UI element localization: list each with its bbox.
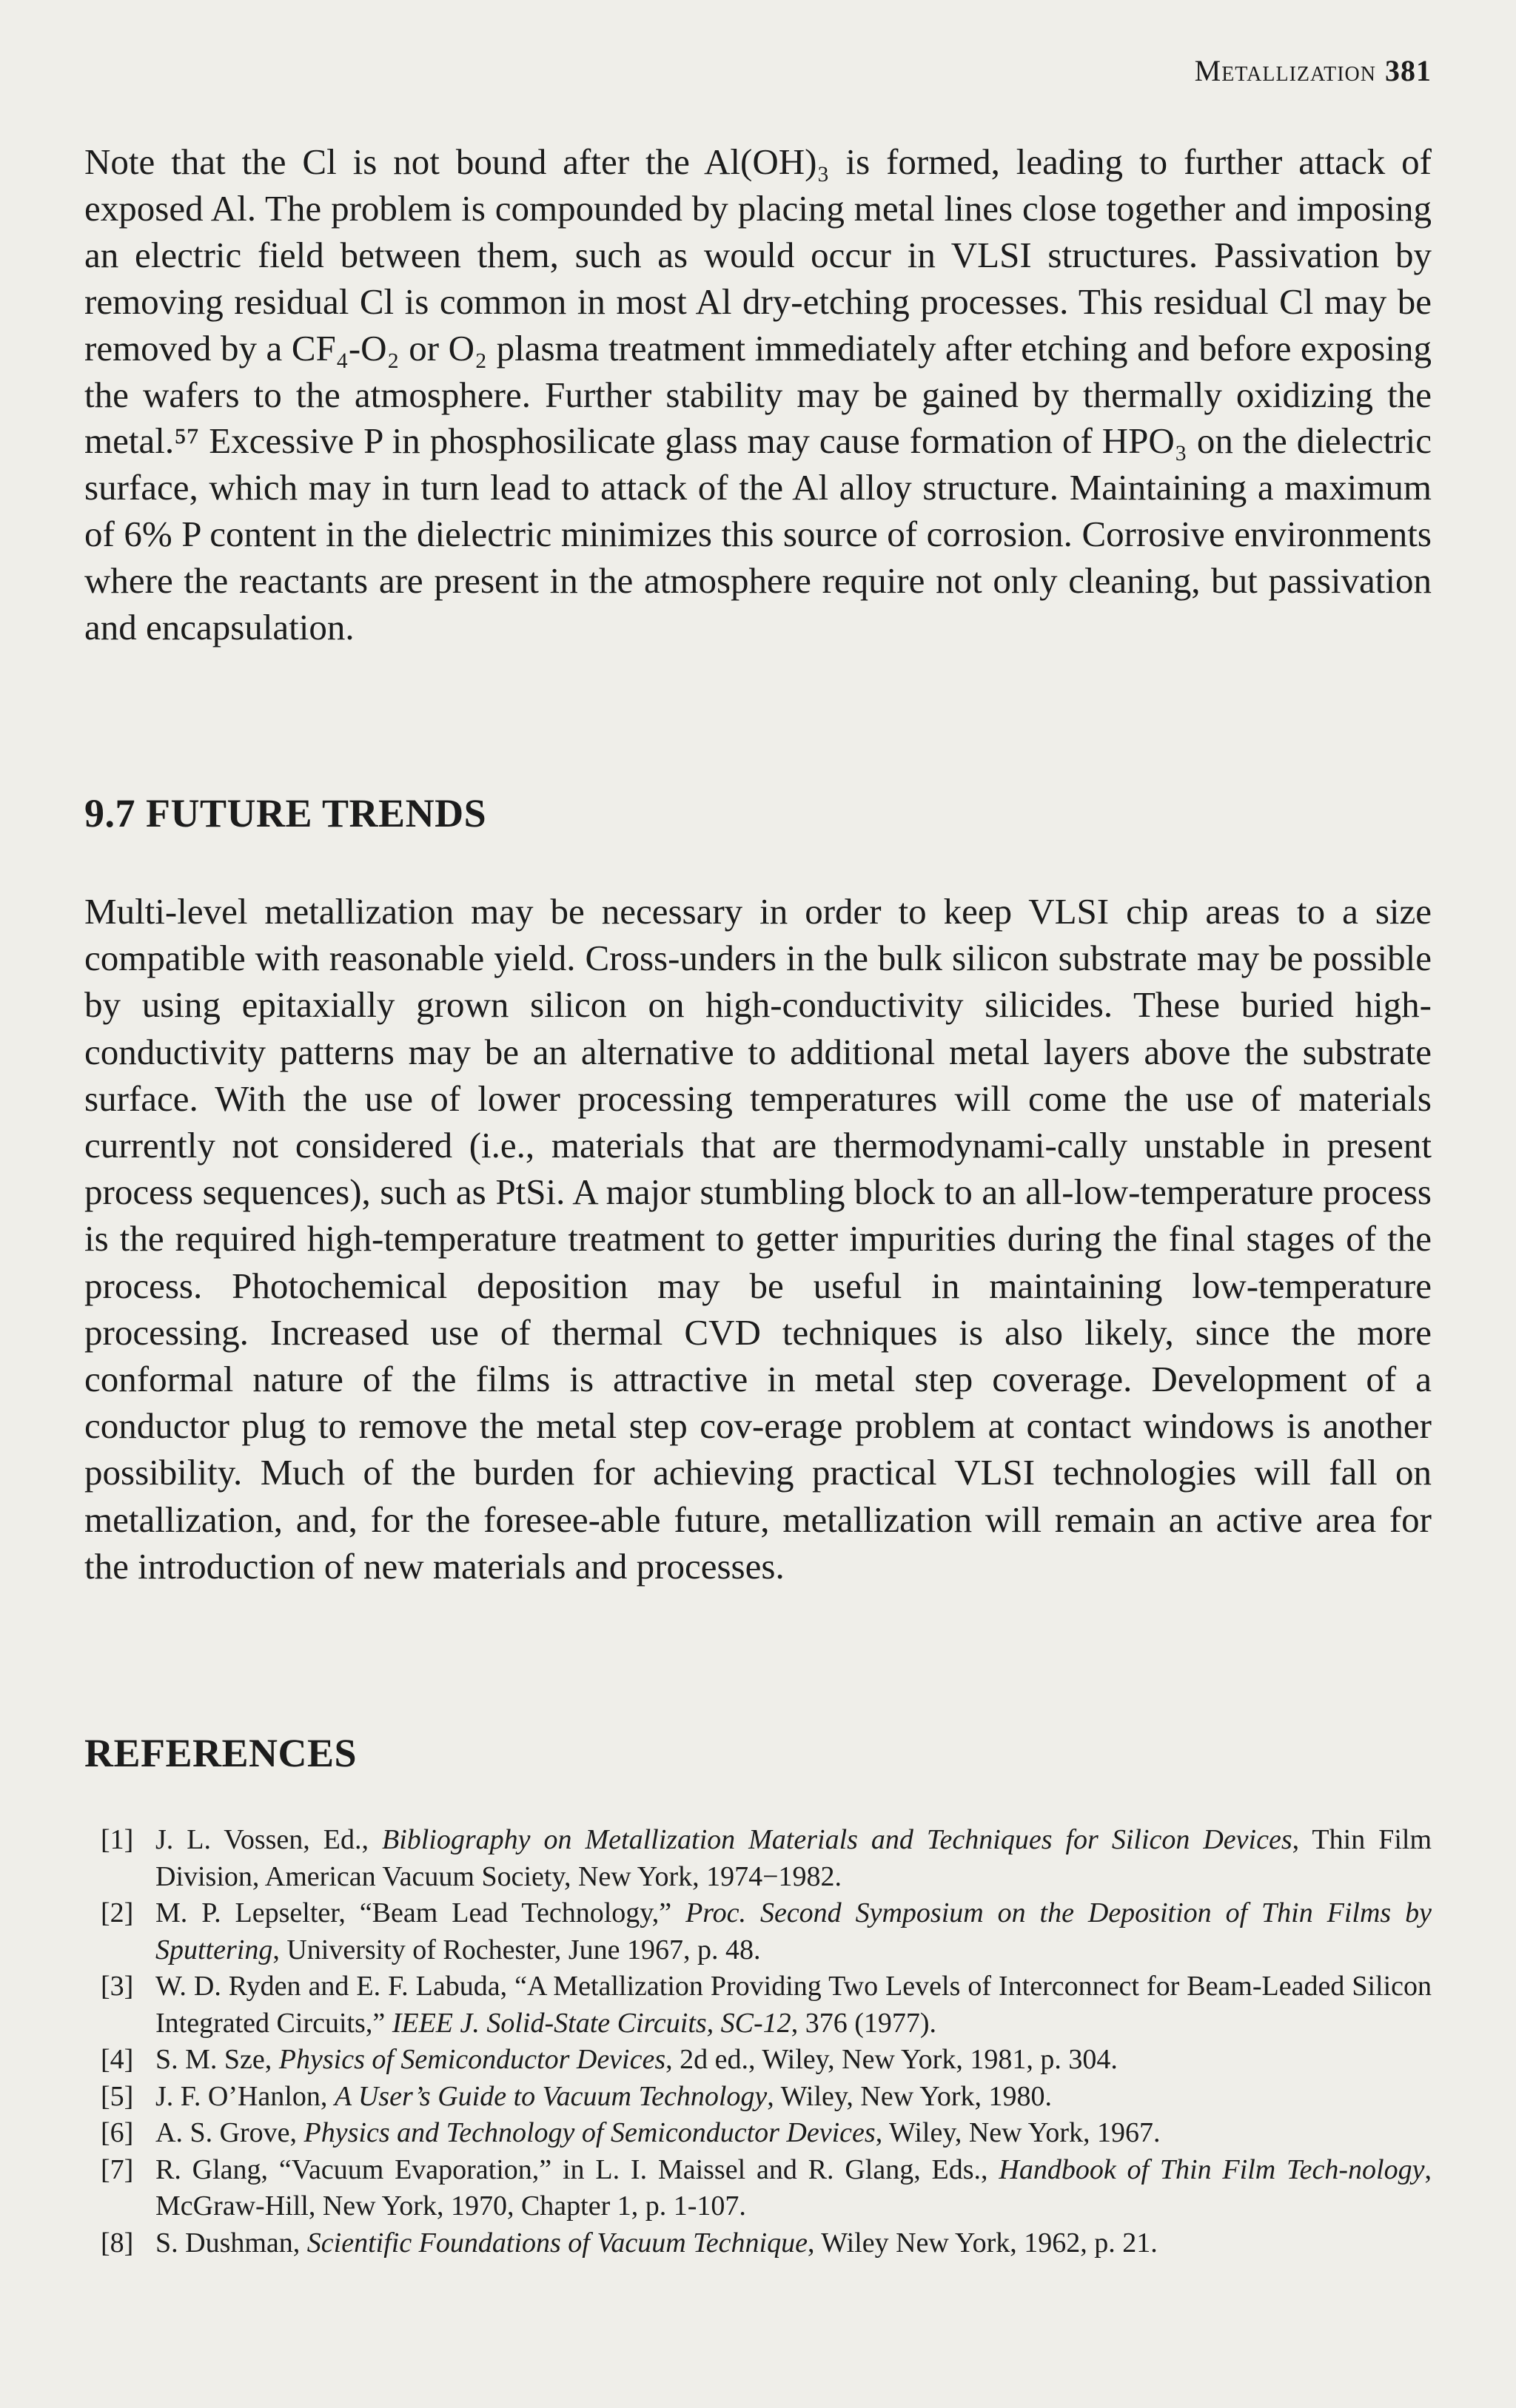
reference-title: Proc. Second Symposium on the Deposition of Thin Films by Sputtering (155, 1897, 1432, 1965)
references-heading: REFERENCES (84, 1731, 358, 1775)
reference-item (101, 1968, 1432, 2042)
body-paragraph: Note that the Cl is not bound after the Al(OH)₃ is formed, leading to further attack of exposed Al. The problem is compounded by placing metal lines close together and imposing an electric field between them, such as would occur in VLSI structures. Passivation by removing residual Cl is common in most Al dry-etching processes. This residual Cl may be removed by a CF₄-O₂ or O₂ plasma treatment immediately after etching and before exposing the wafers to the atmosphere. Further stability may be gained by thermally oxidizing the metal.⁵⁷ Excessive P in phosphosilicate glass may cause formation of HPO₃ on the dielectric surface, which may in turn lead to attack of the Al alloy structure. Maintaining a maximum of 6% P content in the dielectric minimizes this source of corrosion. Corrosive environments where the reactants are present in the atmosphere require not only cleaning, but passivation and encapsulation. (84, 141, 1432, 648)
reference-title: Physics and Technology of Semiconductor Devices (303, 2117, 876, 2148)
body-paragraph: Multi-level metallization may be necessary in order to keep VLSI chip areas to a size compatible with reasonable yield. Cross-unders in the bulk silicon substrate may be possible by using epitaxially grown silicon on high-conductivity silicides. These buried high-conductivity patterns may be an alternative to additional metal layers above the substrate surface. With the use of lower processing temperatures will come the use of materials currently not considered (i.e., materials that are thermodynami-cally unstable in present process sequences), such as PtSi. A major stumbling block to an all-low-temperature process is the required high-temperature treatment to getter impurities during the final stages of the process. Photochemical deposition may be useful in maintaining low-temperature processing. Increased use of thermal CVD techniques is also likely, since the more conformal nature of the films is attractive in metal step coverage. Development of a conductor plug to remove the metal step cov-erage problem at contact windows is another possibility. Much of the burden for achieving practical VLSI technologies will fall on metallization, and, for the foresee-able future, metallization will remain an active area for the introduction of new materials and processes. (84, 891, 1432, 1587)
reference-details: , Thin Film Division, American Vacuum Society, New York, 1974−1982. (155, 1824, 1432, 1892)
reference-authors: W. D. Ryden and E. F. Labuda, “A Metallization Providing Two Levels of Interconnect for Beam-Leaded Silicon Integrated Circuits,” (155, 1971, 1432, 2039)
reference-details: , University of Rochester, June 1967, p. 48. (272, 1934, 761, 1965)
reference-title: IEEE J. Solid-State Circuits, SC-12 (392, 2007, 791, 2039)
reference-number: [7] (101, 2153, 134, 2185)
reference-item (101, 1895, 1432, 1968)
reference-item (101, 2079, 1432, 2116)
reference-item (101, 2152, 1432, 2225)
reference-details: , McGraw-Hill, New York, 1970, Chapter 1, p. 1-107. (155, 2153, 1432, 2222)
reference-authors: J. F. O’Hanlon, (155, 2080, 335, 2112)
running-header (1195, 53, 1432, 88)
running-header-title: Metallization (1194, 54, 1376, 87)
reference-title: Physics of Semiconductor Devices (278, 2044, 666, 2075)
reference-list (101, 1822, 1432, 2261)
reference-number: [6] (101, 2117, 134, 2148)
reference-number: [1] (101, 1824, 134, 1855)
reference-authors: A. S. Grove, (155, 2117, 304, 2148)
reference-number: [2] (101, 1897, 134, 1928)
reference-authors: S. Dushman, (155, 2227, 307, 2259)
reference-details: , Wiley New York, 1962, p. 21. (807, 2227, 1158, 2259)
reference-number: [4] (101, 2044, 134, 2075)
reference-number: [3] (101, 1971, 134, 2002)
reference-details: , 2d ed., Wiley, New York, 1981, p. 304. (665, 2044, 1118, 2075)
reference-title: Bibliography on Metallization Materials and Techniques for Silicon Devices (381, 1824, 1292, 1855)
reference-item (101, 1822, 1432, 1895)
reference-details: , 376 (1977). (791, 2007, 936, 2039)
reference-title: A User’s Guide to Vacuum Technology (334, 2080, 768, 2112)
reference-title: Scientific Foundations of Vacuum Technique (306, 2227, 808, 2259)
reference-authors: R. Glang, “Vacuum Evaporation,” in L. I. Maissel and R. Glang, Eds., (155, 2153, 999, 2185)
reference-details: , Wiley, New York, 1967. (875, 2117, 1161, 2148)
reference-item (101, 2225, 1432, 2262)
reference-item (101, 2115, 1432, 2152)
reference-authors: S. M. Sze, (155, 2044, 279, 2075)
reference-authors: J. L. Vossen, Ed., (155, 1824, 382, 1855)
reference-number: [5] (101, 2080, 134, 2112)
page-number: 381 (1385, 54, 1432, 87)
reference-details: , Wiley, New York, 1980. (767, 2080, 1053, 2112)
reference-authors: M. P. Lepselter, “Beam Lead Technology,” (155, 1897, 686, 1928)
section-heading: 9.7 FUTURE TRENDS (84, 791, 487, 835)
reference-item (101, 2042, 1432, 2079)
reference-title: Handbook of Thin Film Tech-nology (999, 2153, 1425, 2185)
reference-number: [8] (101, 2227, 134, 2259)
